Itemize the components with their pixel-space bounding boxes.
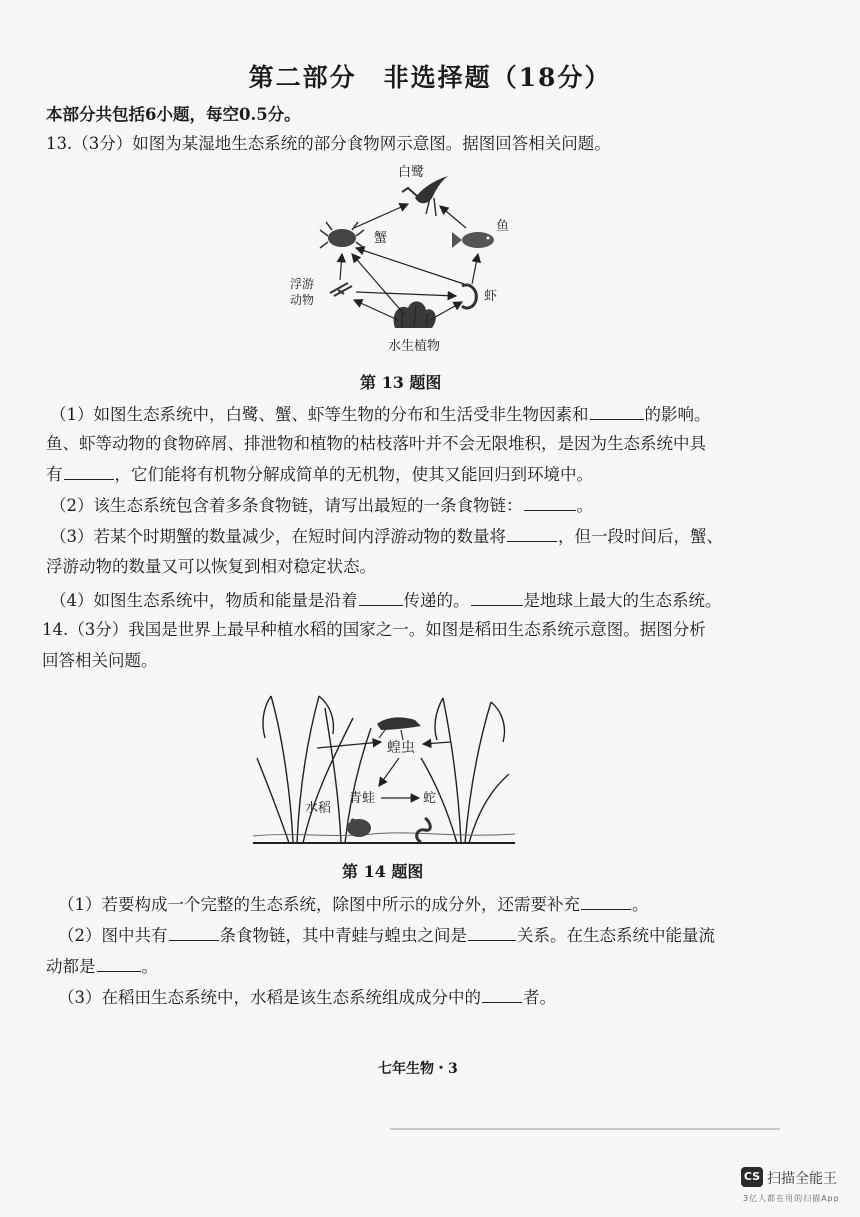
snake-icon (417, 818, 431, 842)
q14-blank-3[interactable] (468, 924, 516, 941)
q14-blank-4[interactable] (97, 955, 141, 972)
scan-smudge (390, 1128, 780, 1130)
q14-blank-5[interactable] (482, 986, 522, 1003)
scanner-app-name: 扫描全能王 (767, 1171, 837, 1187)
zooplankton-icon (330, 283, 352, 296)
q14-part2-line2: 动都是 。 (46, 957, 158, 976)
section-intro: 本部分共包括6小题，每空0.5分。 (46, 105, 301, 124)
egret-label: 白鹭 (398, 165, 425, 180)
q13-part1-line3: 有 ，它们能将有机物分解成简单的无机物，使其又能回归到环境中。 (46, 465, 593, 484)
q13-blank-2[interactable] (64, 463, 114, 480)
q13-blank-3[interactable] (524, 494, 576, 511)
q13-part4: （4）如图生态系统中，物质和能量是沿着 传递的。 是地球上最大的生态系统。 (50, 591, 722, 610)
q14-part1: （1）若要构成一个完整的生态系统，除图中所示的成分外，还需要补充 。 (58, 895, 649, 914)
locust-icon (377, 717, 421, 740)
locust-label: 蝗虫 (387, 740, 415, 756)
shrimp-label: 虾 (484, 289, 498, 304)
frog-label: 青蛙 (349, 791, 376, 806)
q13-part3-line2: 浮游动物的数量又可以恢复到相对稳定状态。 (46, 557, 376, 576)
q14-blank-1[interactable] (581, 893, 631, 910)
q13-blank-4[interactable] (507, 525, 557, 542)
q14-part2-line1: （2）图中共有 条食物链，其中青蛙与蝗虫之间是 关系。在生态系统中能量流 (58, 926, 715, 945)
page-footer: 七年生物・3 (378, 1061, 458, 1077)
zooplankton-label-2: 动物 (290, 293, 315, 307)
zooplankton-label-1: 浮游 (290, 277, 315, 291)
egret-icon (402, 176, 448, 216)
q14-figure-caption: 第 14 题图 (342, 862, 424, 881)
q13-stem: 13.（3分）如图为某湿地生态系统的部分食物网示意图。据图回答相关问题。 (46, 134, 611, 153)
scanner-slogan: 3亿人都在用的扫描App (743, 1194, 840, 1203)
q14-part3: （3）在稻田生态系统中，水稻是该生态系统组成成分中的 者。 (58, 988, 556, 1007)
q13-part1-line1: （1）如图生态系统中，白鹭、蟹、虾等生物的分布和生活受非生物因素和 的影响。 (50, 405, 711, 424)
crab-label: 蟹 (374, 231, 388, 246)
q13-blank-6[interactable] (471, 589, 523, 606)
q13-food-web-figure (290, 158, 540, 358)
fish-icon (452, 232, 494, 248)
snake-label: 蛇 (423, 791, 437, 806)
q14-stem-line1: 14.（3分）我国是世界上最早种植水稻的国家之一。如图是稻田生态系统示意图。据图分析 (42, 620, 706, 639)
q14-blank-2[interactable] (169, 924, 219, 941)
q14-rice-field-figure (253, 678, 515, 848)
q13-part1-line2: 鱼、虾等动物的食物碎屑、排泄物和植物的枯枝落叶并不会无限堆积，是因为生态系统中具 (46, 434, 706, 453)
q13-blank-1[interactable] (590, 403, 644, 420)
fish-label: 鱼 (496, 219, 510, 234)
q13-part3-line1: （3）若某个时期蟹的数量减少，在短时间内浮游动物的数量将 ，但一段时间后，蟹、 (50, 527, 723, 546)
q13-part2: （2）该生态系统包含着多条食物链，请写出最短的一条食物链： 。 (50, 496, 593, 515)
aquatic-plant-icon (394, 301, 436, 328)
frog-icon (347, 819, 371, 838)
shrimp-icon (462, 285, 476, 308)
section-title: 第二部分 非选择题（18分） (248, 63, 612, 92)
rice-plants-icon (257, 696, 509, 843)
q13-blank-5[interactable] (359, 589, 403, 606)
rice-label: 水稻 (305, 801, 332, 816)
q14-stem-line2: 回答相关问题。 (42, 651, 158, 670)
food-web-arrows (340, 204, 478, 320)
plant-label: 水生植物 (388, 339, 441, 354)
scanner-logo-icon: CS (741, 1167, 763, 1187)
q13-figure-caption: 第 13 题图 (360, 373, 442, 392)
